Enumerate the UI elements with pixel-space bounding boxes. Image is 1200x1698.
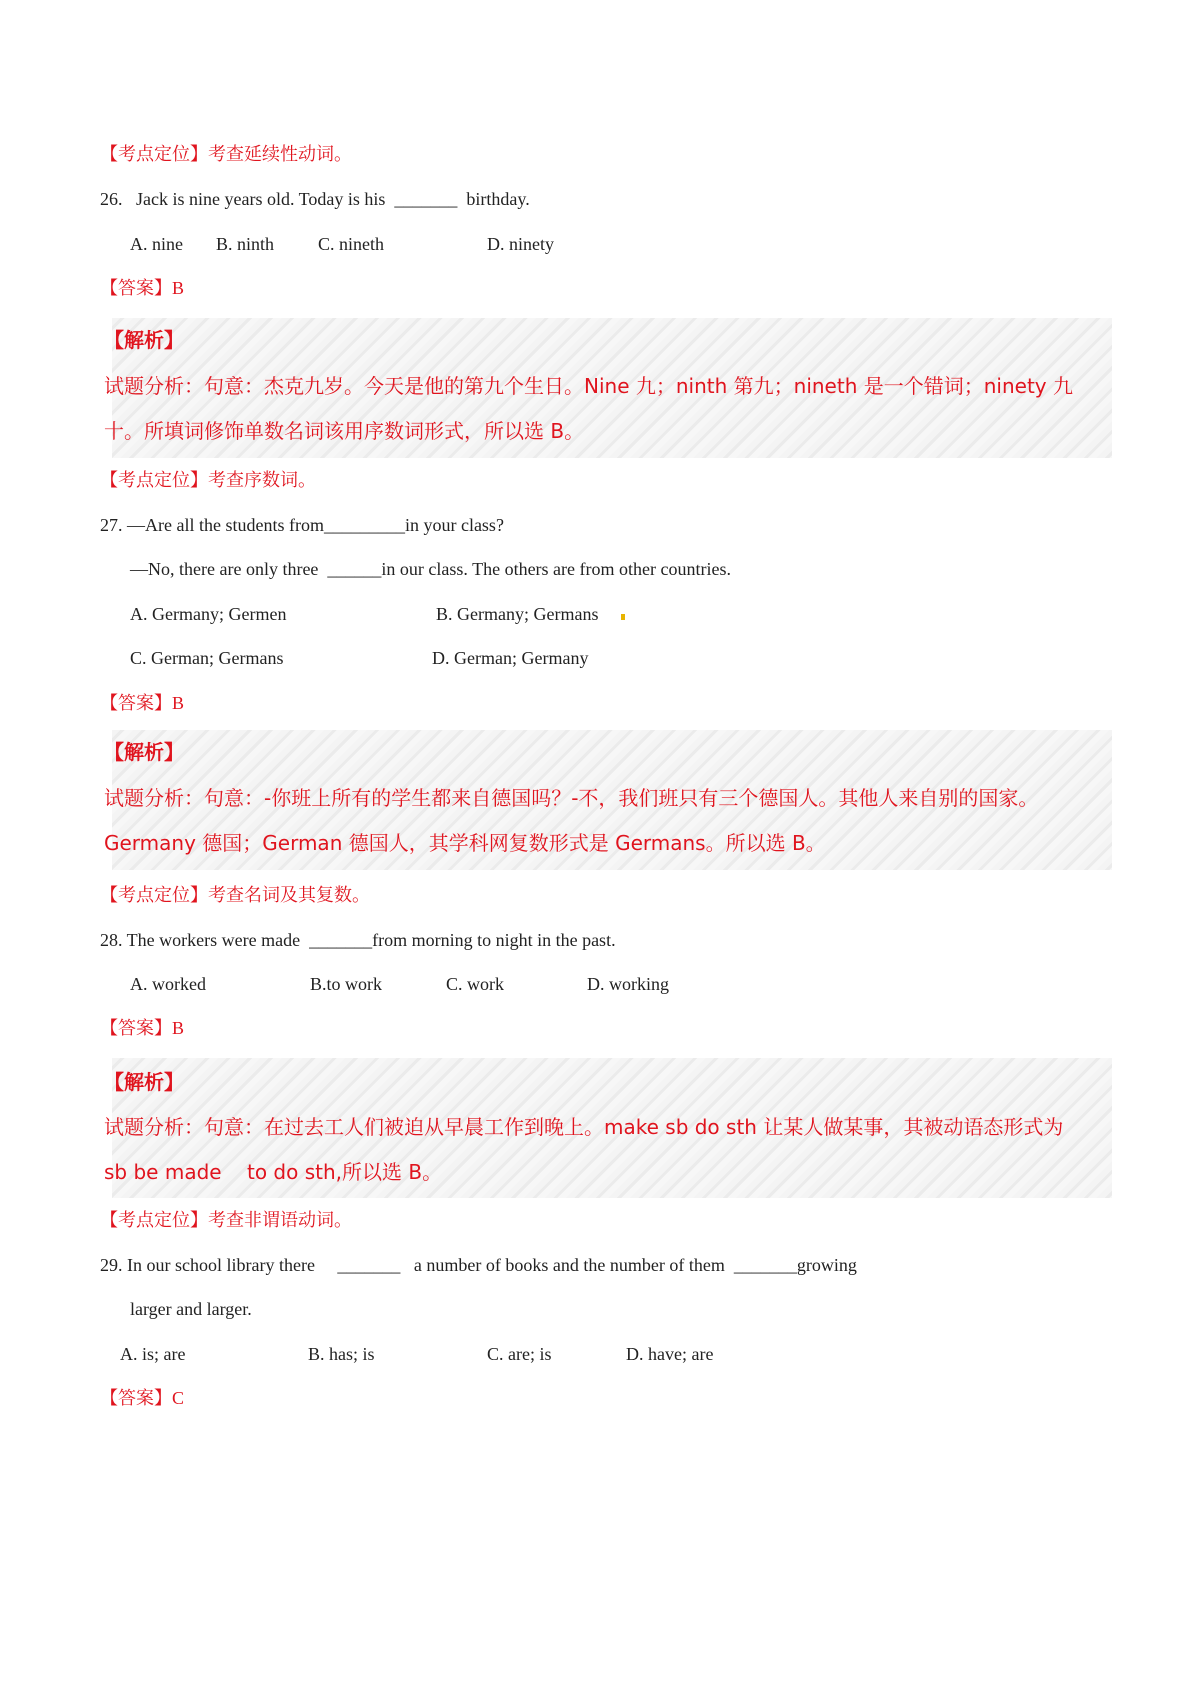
q27-point-note: 【考点定位】考查名词及其复数。 bbox=[100, 885, 370, 905]
q27-analysis-heading: 【解析】 bbox=[104, 740, 184, 764]
yellow-mark bbox=[621, 614, 625, 620]
q28-option-b: B.to work bbox=[310, 974, 382, 994]
q29-option-d: D. have; are bbox=[626, 1344, 714, 1364]
q26-option-c: C. nineth bbox=[318, 234, 384, 254]
question-27-reply: —No, there are only three ______in our class. The others are from other countries. bbox=[130, 559, 731, 579]
q27-option-a: A. Germany; Germen bbox=[130, 604, 287, 624]
q27-answer: 【答案】B bbox=[100, 693, 185, 713]
q28-answer: 【答案】B bbox=[100, 1018, 185, 1038]
q27-analysis-line-2: Germany 德国；German 德国人，其学科网复数形式是 Germans。所以选 B。 bbox=[104, 831, 826, 855]
q26-analysis-line-2: 十。所填词修饰单数名词该用序数词形式，所以选 B。 bbox=[104, 419, 585, 443]
question-27-stem: 27. —Are all the students from_________in your class? bbox=[100, 515, 504, 535]
q27-option-c: C. German; Germans bbox=[130, 648, 284, 668]
q27-option-b: B. Germany; Germans bbox=[436, 604, 599, 624]
q26-option-b: B. ninth bbox=[216, 234, 275, 254]
q28-analysis-line-2: sb be made to do sth,所以选 B。 bbox=[104, 1160, 443, 1184]
question-29-stem-cont: larger and larger. bbox=[130, 1299, 252, 1319]
q26-answer: 【答案】B bbox=[100, 278, 185, 298]
q27-option-d: D. German; Germany bbox=[432, 648, 589, 668]
q27-analysis-line-1: 试题分析：句意：-你班上所有的学生都来自德国吗？-不，我们班只有三个德国人。其他人来自别的国家。 bbox=[104, 786, 1039, 810]
top-point-note: 【考点定位】考查延续性动词。 bbox=[100, 144, 352, 164]
q28-analysis-heading: 【解析】 bbox=[104, 1070, 184, 1094]
q28-analysis-line-1: 试题分析：句意：在过去工人们被迫从早晨工作到晚上。make sb do sth 让某人做某事，其被动语态形式为 bbox=[104, 1115, 1064, 1139]
question-28-stem: 28. The workers were made _______from morning to night in the past. bbox=[100, 930, 616, 950]
q28-option-c: C. work bbox=[446, 974, 504, 994]
q26-analysis-heading: 【解析】 bbox=[104, 328, 184, 352]
q26-option-a: A. nine bbox=[130, 234, 183, 254]
q29-option-c: C. are; is bbox=[487, 1344, 552, 1364]
q26-analysis-line-1: 试题分析：句意：杰克九岁。今天是他的第九个生日。Nine 九；ninth 第九；nineth 是一个错词；ninety 九 bbox=[104, 374, 1073, 398]
q28-option-d: D. working bbox=[587, 974, 669, 994]
question-26-stem: 26. Jack is nine years old. Today is his _______ birthday. bbox=[100, 189, 530, 209]
q26-option-d: D. ninety bbox=[487, 234, 554, 254]
q26-point-note: 【考点定位】考查序数词。 bbox=[100, 470, 316, 490]
q29-option-b: B. has; is bbox=[308, 1344, 375, 1364]
q28-option-a: A. worked bbox=[130, 974, 206, 994]
question-29-stem: 29. In our school library there _______ a number of books and the number of them _______growing bbox=[100, 1255, 857, 1275]
q28-point-note: 【考点定位】考查非谓语动词。 bbox=[100, 1210, 352, 1230]
q29-option-a: A. is; are bbox=[120, 1344, 186, 1364]
q29-answer: 【答案】C bbox=[100, 1388, 185, 1408]
